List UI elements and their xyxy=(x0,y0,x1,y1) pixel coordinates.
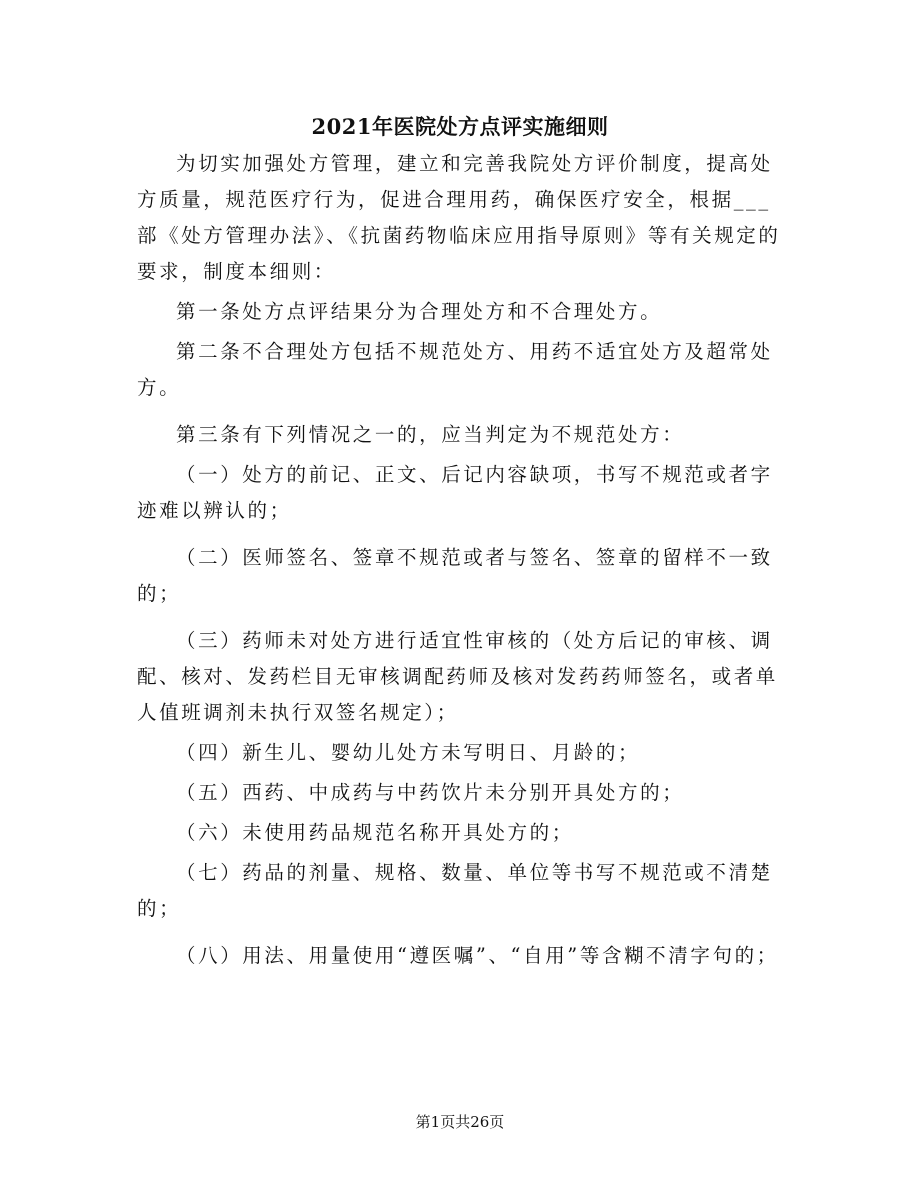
document-body xyxy=(137,146,787,974)
paragraph-item-2: （二）医师签名、签章不规范或者与签名、签章的留样不一致的； xyxy=(137,546,773,605)
paragraph-item-3: （三）药师未对处方进行适宜性审核的（处方后记的审核、调配、核对、发药栏目无审核调配药师及核对发药药师签名，或者单人值班调剂未执行双签名规定）； xyxy=(137,629,778,724)
document-title: 2021年医院处方点评实施细则 xyxy=(311,114,609,139)
paragraph-item-7: （七）药品的剂量、规格、数量、单位等书写不规范或不清楚的； xyxy=(137,861,773,920)
page-number-footer: 第1页共26页 xyxy=(415,1113,505,1131)
paragraph-item-4: （四）新生儿、婴幼儿处方未写明日、月龄的； xyxy=(176,741,641,764)
paragraph-item-8: （八）用法、用量使用“遵医嘱”、“自用”等含糊不清字句的； xyxy=(176,944,779,967)
paragraph-article-3: 第三条有下列情况之一的，应当判定为不规范处方： xyxy=(176,423,685,446)
paragraph-item-1: （一）处方的前记、正文、后记内容缺项，书写不规范或者字迹难以辨认的； xyxy=(137,463,773,522)
paragraph-intro: 为切实加强处方管理，建立和完善我院处方评价制度，提高处方质量，规范医疗行为，促进合理用药，确保医疗安全，根据___部《处方管理办法》、《抗菌药物临床应用指导原则》等有关规定的要求，制度本细则： xyxy=(137,152,781,283)
paragraph-item-6: （六）未使用药品规范名称开具处方的； xyxy=(176,821,574,844)
paragraph-article-1: 第一条处方点评结果分为合理处方和不合理处方。 xyxy=(176,300,663,323)
paragraph-item-5: （五）西药、中成药与中药饮片未分别开具处方的； xyxy=(176,781,685,804)
paragraph-article-2: 第二条不合理处方包括不规范处方、用药不适宜处方及超常处方。 xyxy=(137,340,773,399)
